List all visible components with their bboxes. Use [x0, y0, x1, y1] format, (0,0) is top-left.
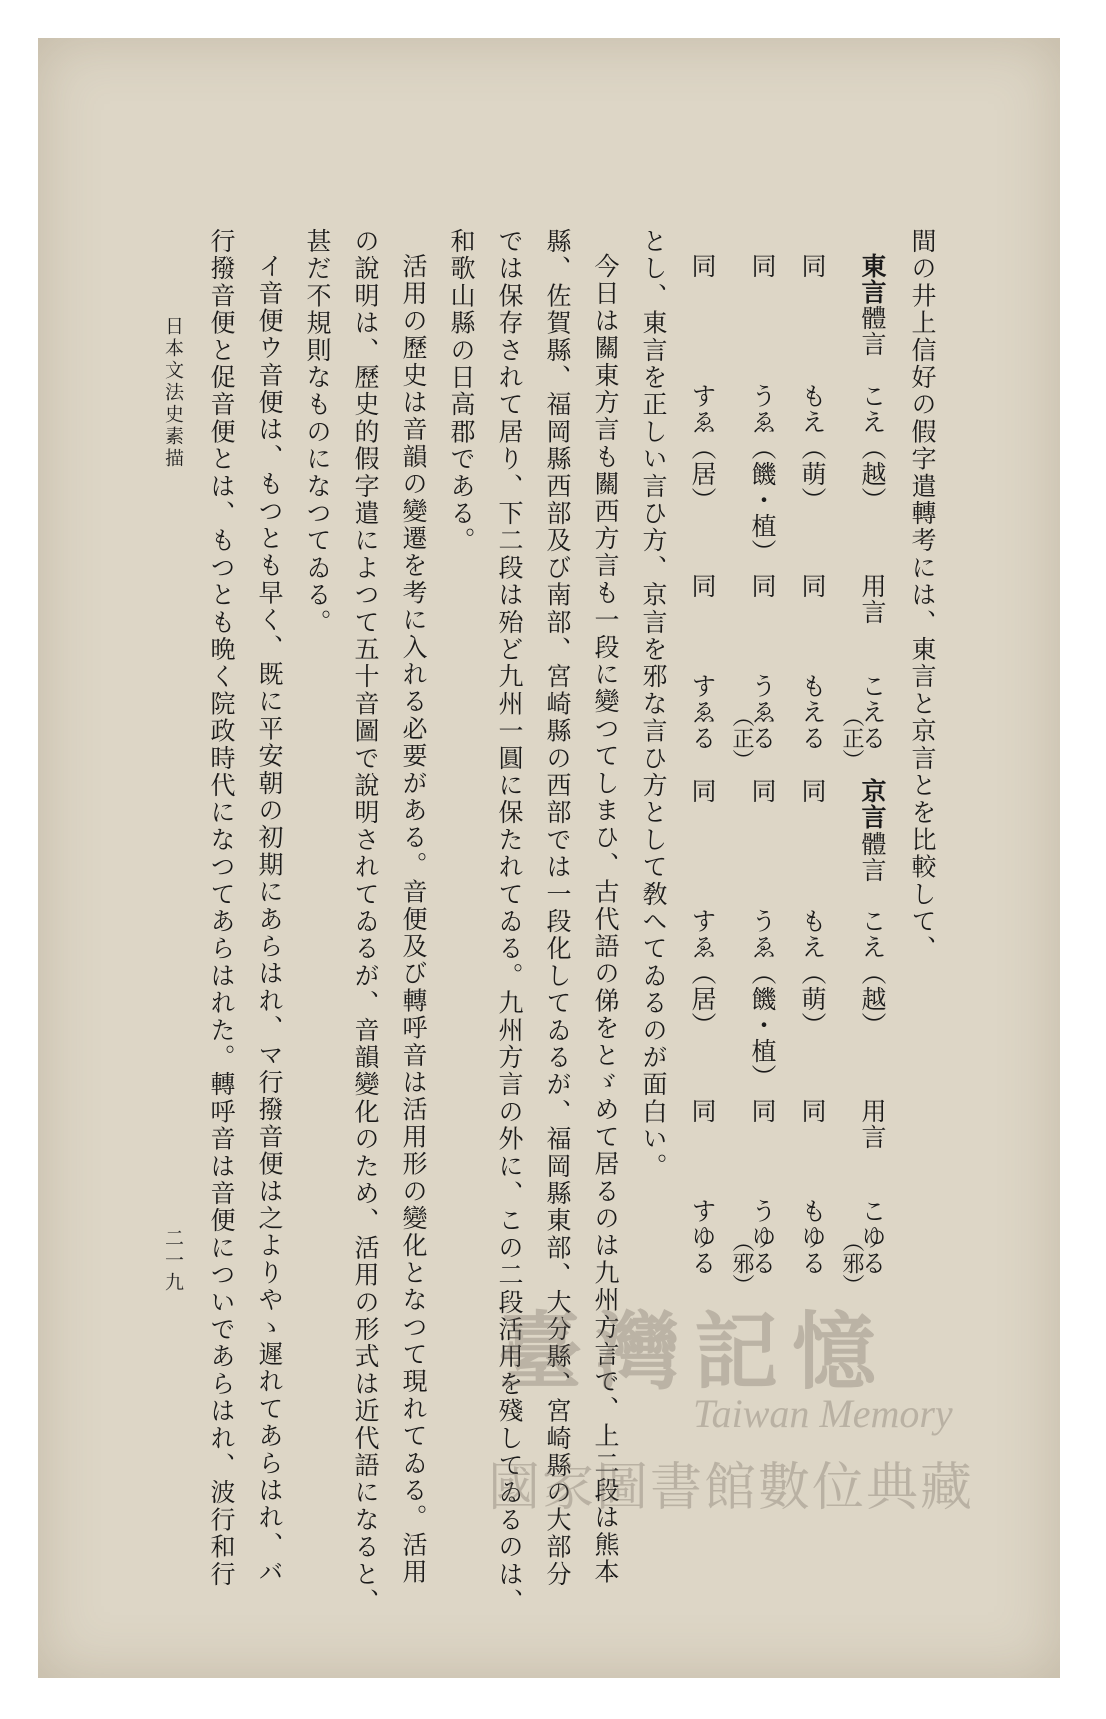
cell-form: すゆる — [688, 1198, 717, 1276]
text-line: 行撥音便と促音便とは、もつとも晩く院政時代になつてあらはれた。轉呼音は音便についであらはれ、波行和行 — [207, 228, 236, 1588]
text-line: 縣、佐賀縣、福岡縣西部及び南部、宮崎縣の西部では一段化してゐるが、福岡縣東部、大分縣、宮崎縣の大部分 — [543, 228, 572, 1588]
cell-dialect: 東言 — [858, 253, 887, 305]
cell-category: 用言 — [858, 573, 887, 625]
cell-form: うゑる — [748, 673, 777, 751]
cell-form: もゆる — [798, 1198, 827, 1276]
cell-form: すゑ（居） — [688, 908, 717, 1038]
cell-note: （邪） — [729, 1230, 754, 1296]
cell-form: こえる — [858, 673, 887, 751]
cell-dialect: 同 — [688, 253, 717, 279]
cell-form: こゆる — [858, 1198, 887, 1276]
cell-form: すゑる — [688, 673, 717, 751]
cell-category: 同 — [748, 573, 777, 599]
watermark-subtitle: 國家圖書館數位典藏 — [488, 1458, 975, 1518]
text-line: 和歌山縣の日高郡である。 — [447, 228, 476, 555]
text-line: 今日は關東方言も關西方言も一段に變つてしまひ、古代語の俤をとゞめて居るのは九州方言で、上二段は熊本 — [591, 253, 620, 1586]
cell-form: もえ（萌） — [798, 908, 827, 1038]
cell-form: うゑ（饑・植） — [748, 383, 777, 565]
text-line: の說明は、歷史的假字遣によつて五十音圖で說明されてゐるが、音韻變化のため、活用の形式は近代語になると、 — [351, 228, 380, 1616]
cell-category: 同 — [688, 1098, 717, 1124]
watermark-english: Taiwan Memory — [693, 1391, 953, 1436]
cell-dialect: 同 — [748, 253, 777, 279]
book-page — [38, 38, 1060, 1678]
cell-dialect: 同 — [748, 778, 777, 804]
cell-dialect: 同 — [798, 253, 827, 279]
cell-form: こえ（越） — [858, 383, 887, 513]
cell-form: こえ（越） — [858, 908, 887, 1038]
cell-note: （正） — [729, 705, 754, 771]
text-line: では保存されて居り、下二段は殆ど九州一圓に保たれてゐる。九州方言の外に、この二段活用を殘してゐるのは、 — [495, 228, 524, 1616]
text-line: とし、東言を正しい言ひ方、京言を邪な言ひ方として敎へてゐるのが面白い。 — [639, 228, 668, 1180]
cell-category: 同 — [748, 1098, 777, 1124]
cell-category: 同 — [798, 1098, 827, 1124]
cell-category: 體言 — [858, 831, 887, 883]
cell-form: もえ（萌） — [798, 383, 827, 513]
running-title: 日本文法史素描 — [162, 316, 184, 470]
cell-dialect: 同 — [798, 778, 827, 804]
cell-note: （正） — [839, 705, 864, 771]
cell-form: すゑ（居） — [688, 383, 717, 513]
cell-form: うゆる — [748, 1198, 777, 1276]
cell-category: 同 — [798, 573, 827, 599]
text-line: 甚だ不規則なものになつてゐる。 — [303, 228, 332, 636]
page-number: 二一九 — [162, 1228, 184, 1294]
cell-dialect: 同 — [688, 778, 717, 804]
cell-category: 體言 — [858, 305, 887, 357]
cell-form: もえる — [798, 673, 827, 751]
watermark-title: 臺灣記憶 — [498, 1302, 891, 1401]
cell-form: うゑ（饑・植） — [748, 908, 777, 1090]
cell-category: 用言 — [858, 1098, 887, 1150]
text-line: 活用の歷史は音韻の變遷を考に入れる必要がある。音便及び轉呼音は活用形の變化となつて現れてゐる。活用 — [399, 253, 428, 1586]
text-line: イ音便ウ音便は、もつとも早く、既に平安朝の初期にあらはれ、マ行撥音便は之よりやゝ遲れてあらはれ、バ — [255, 253, 284, 1586]
cell-category: 同 — [688, 573, 717, 599]
text-line: 間の井上信好の假字遣轉考には、東言と京言とを比較して、 — [908, 228, 937, 963]
cell-dialect: 京言 — [858, 778, 887, 830]
cell-note: （邪） — [839, 1230, 864, 1296]
